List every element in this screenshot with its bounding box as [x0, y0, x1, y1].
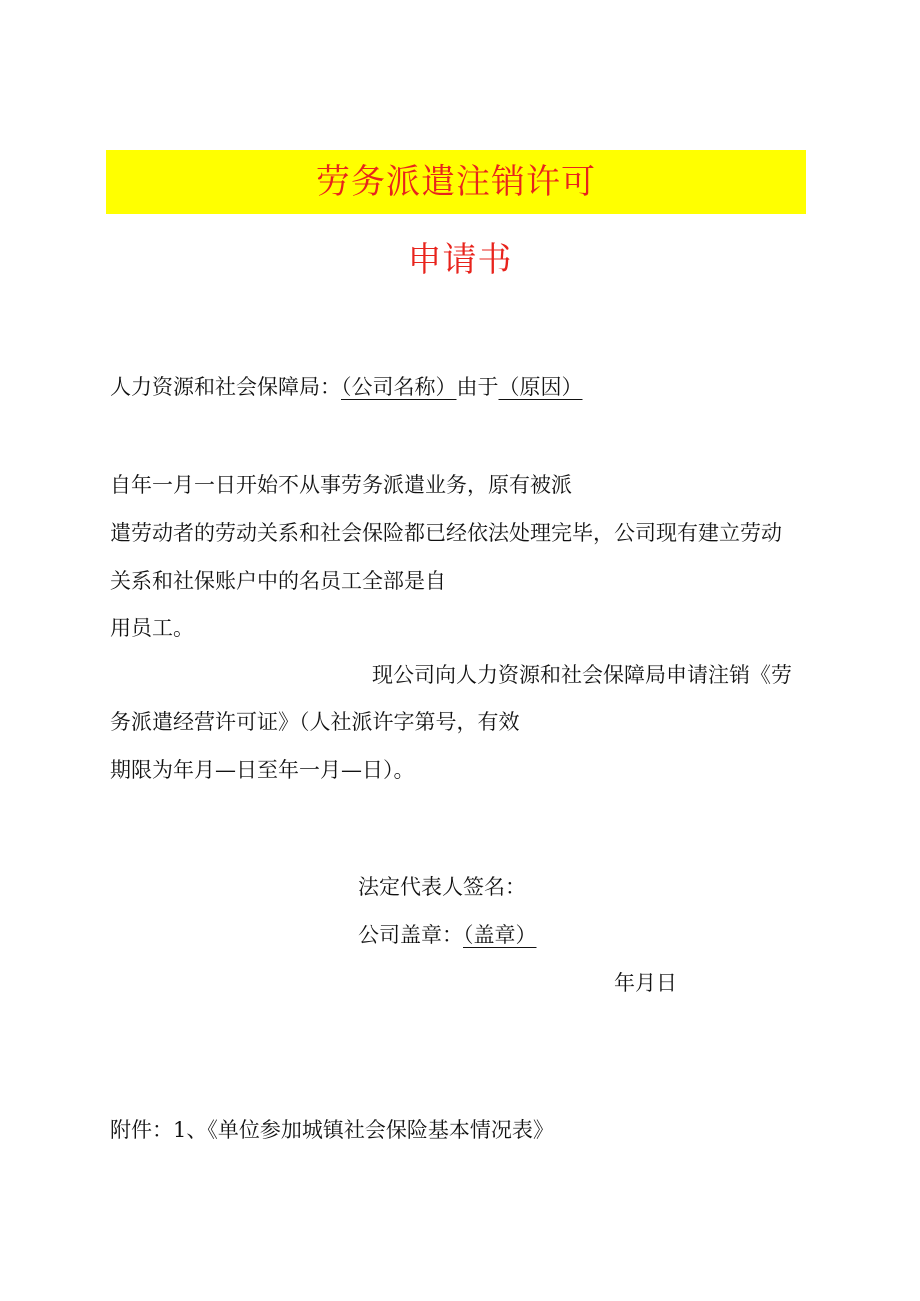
- body-line-7: 期限为年月—日至年一月—日）。: [110, 758, 415, 782]
- representative-signature-label: 法定代表人签名：: [358, 875, 526, 899]
- addressee-line: [110, 372, 583, 402]
- body-line-4: 用员工。: [110, 616, 194, 640]
- reason-placeholder: （原因）: [498, 375, 583, 399]
- document-subtitle: 申请书: [407, 240, 513, 280]
- attachment-line: 附件：1、《单位参加城镇社会保险基本情况表》: [110, 1118, 554, 1142]
- addressee-middle: 由于: [456, 375, 499, 399]
- body-line-3: 关系和社保账户中的名员工全部是自: [110, 569, 446, 593]
- company-seal-label: 公司盖章：: [358, 923, 463, 947]
- body-line-2: 遣劳动者的劳动关系和社会保险都已经依法处理完毕，公司现有建立劳动: [110, 521, 782, 545]
- addressee-prefix: 人力资源和社会保障局：: [110, 375, 341, 399]
- signature-date: 年月日: [614, 971, 677, 995]
- body-line-1: 自年一月一日开始不从事劳务派遣业务，原有被派: [110, 473, 572, 497]
- seal-placeholder: （盖章）: [463, 923, 537, 947]
- body-line-5: 现公司向人力资源和社会保障局申请注销《劳: [372, 663, 792, 687]
- title-banner: [106, 150, 806, 214]
- company-name-placeholder: （公司名称）: [341, 375, 457, 399]
- document-title: 劳务派遣注销许可: [316, 162, 596, 202]
- company-seal-line: [358, 920, 537, 950]
- body-line-6: 务派遣经营许可证》（人社派许字第号，有效: [110, 710, 520, 734]
